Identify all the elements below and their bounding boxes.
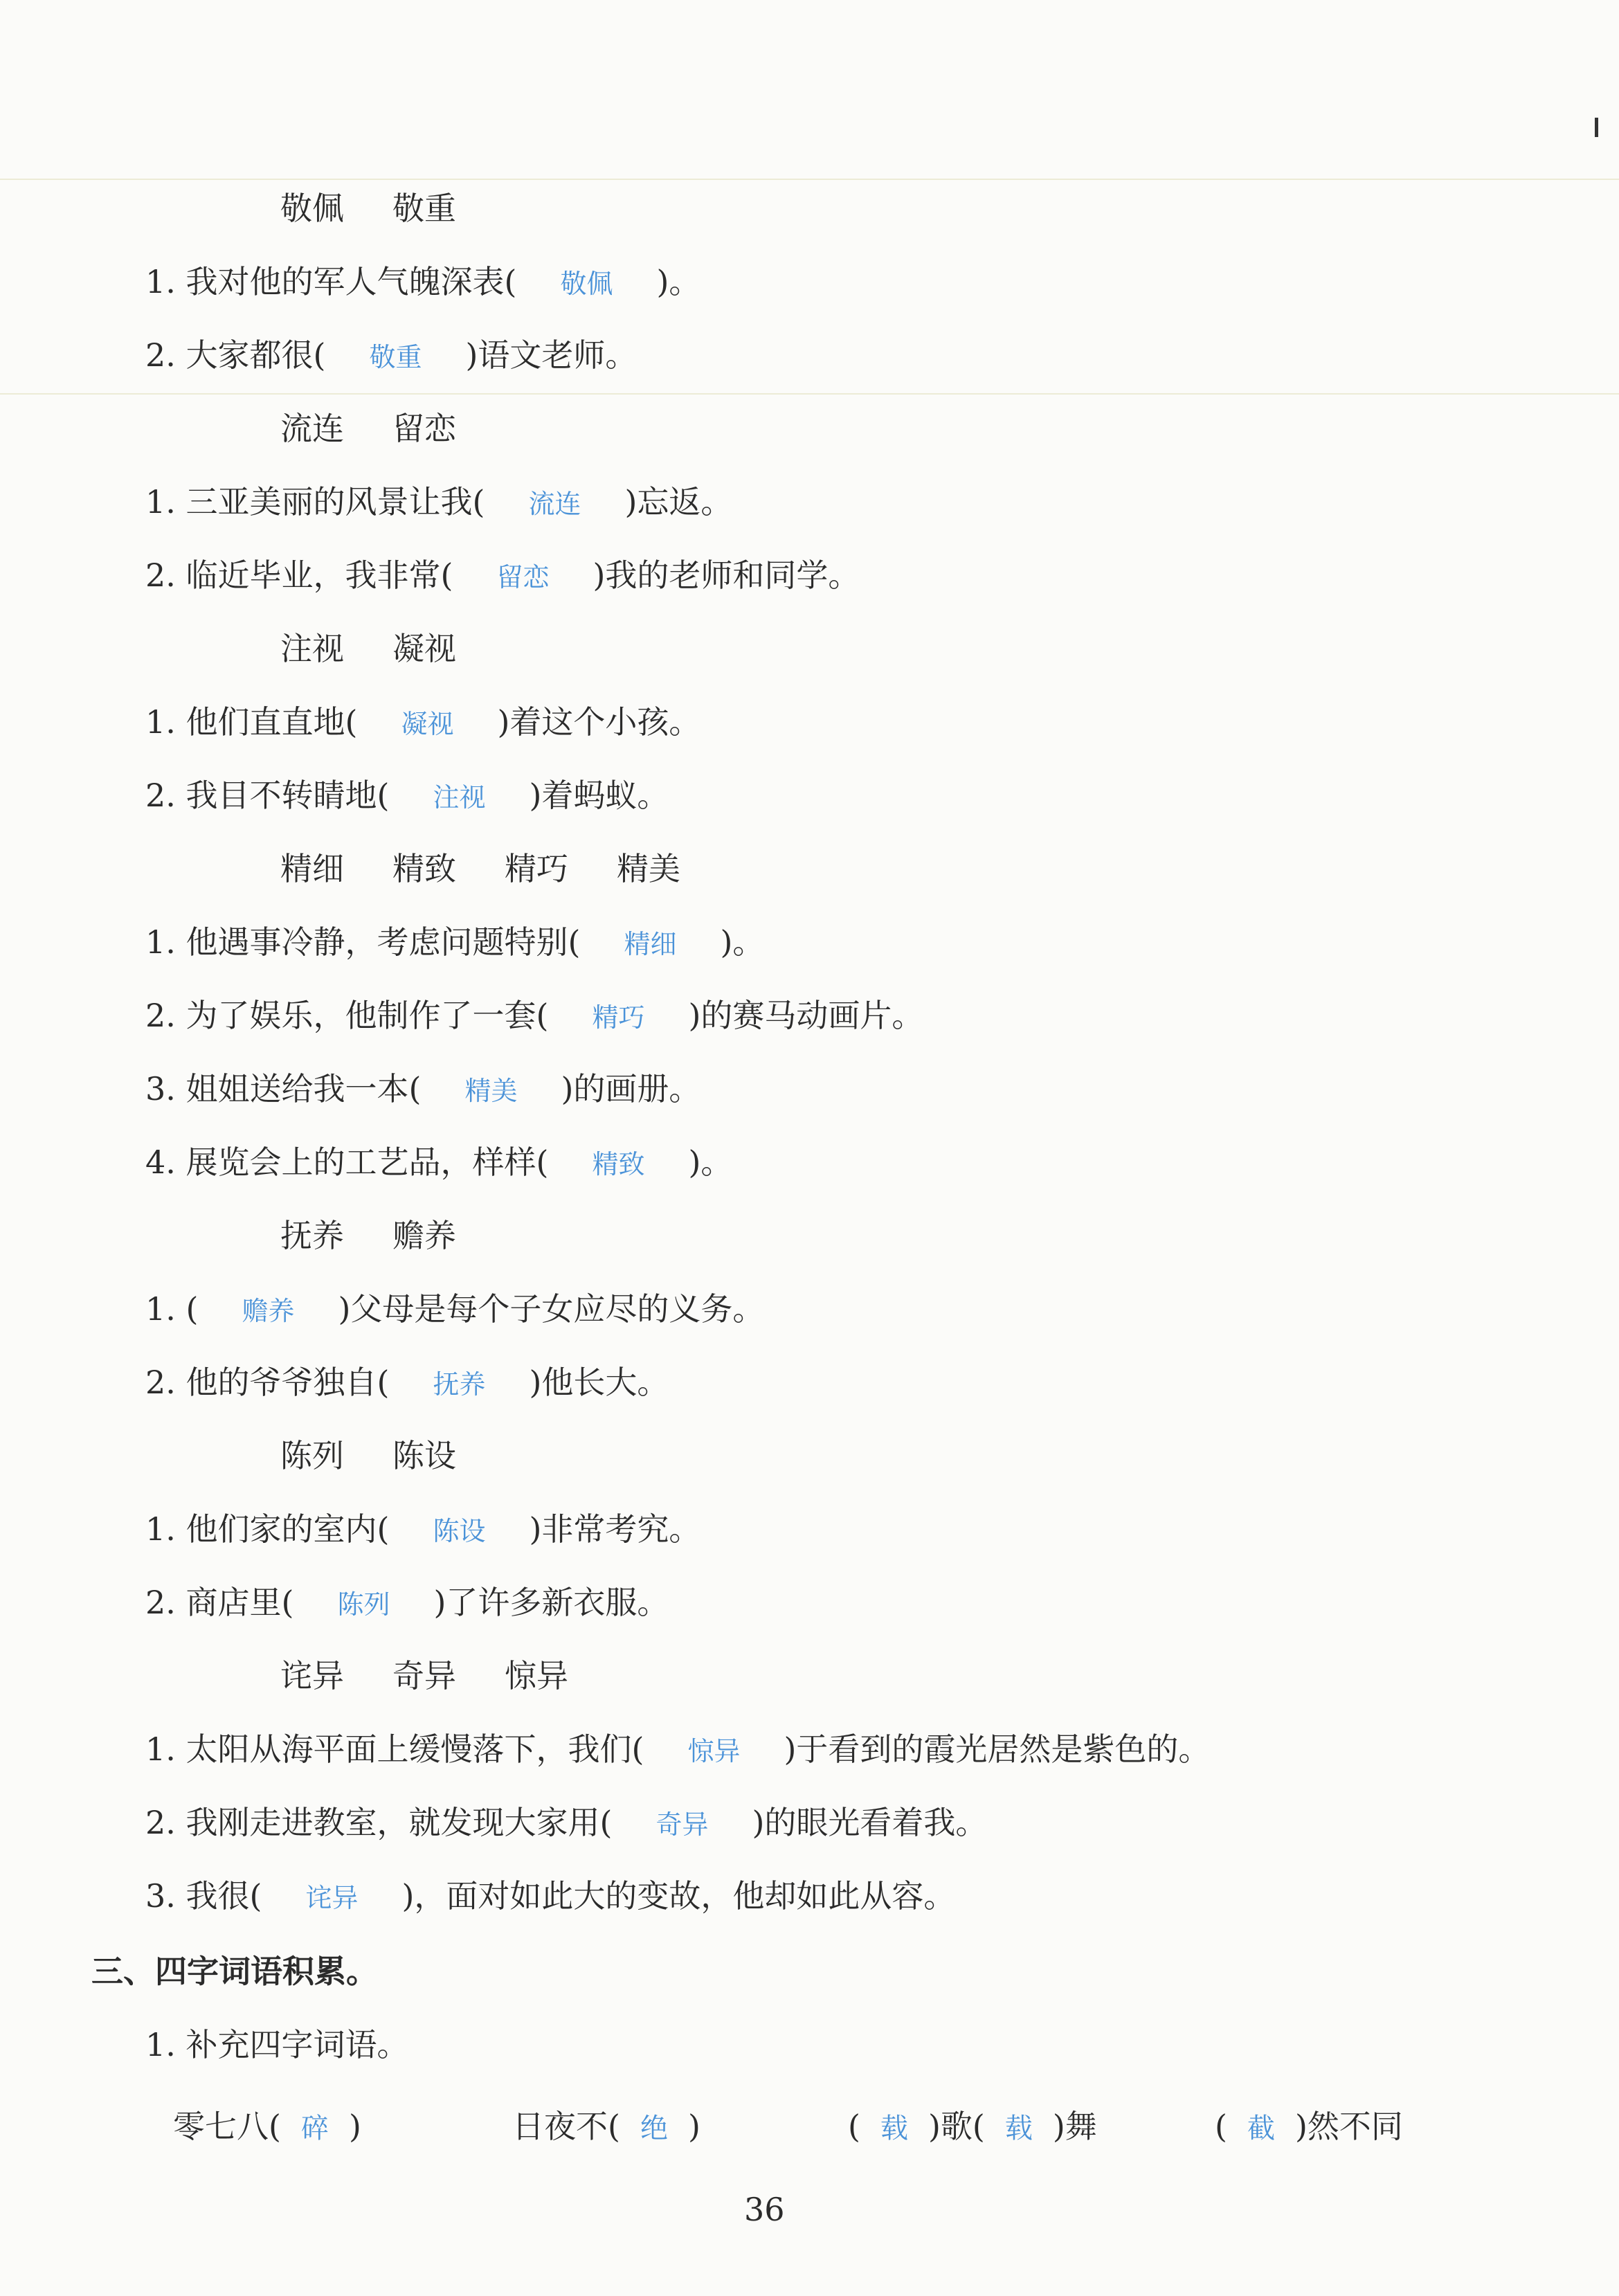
word-choice-header xyxy=(280,183,505,229)
highlight-rule-bottom xyxy=(0,393,1619,395)
answer-text: 惊异 xyxy=(687,1736,741,1766)
word-option: 敬佩 xyxy=(280,190,344,227)
fill-in-sentence: 3. 姐姐送给我一本( 精美 )的画册。 xyxy=(145,1070,701,1108)
fill-in-sentence: 1. 他们直直地( 凝视 )着这个小孩。 xyxy=(145,703,701,741)
word-option: 注视 xyxy=(280,630,344,667)
fill-in-sentence: 2. 临近毕业，我非常( 留恋 )我的老师和同学。 xyxy=(145,557,860,594)
word-option: 惊异 xyxy=(505,1657,568,1694)
answer-text: 精致 xyxy=(592,1149,645,1179)
word-option: 陈列 xyxy=(280,1437,344,1474)
fill-in-sentence: 2. 我目不转睛地( 注视 )着蚂蚁。 xyxy=(145,777,669,814)
section-title: 三、四字词语积累。 xyxy=(91,1953,378,1990)
answer-text: 陈设 xyxy=(433,1516,486,1546)
word-choice-header xyxy=(280,1431,505,1476)
answer-text: 碎 xyxy=(300,2113,329,2144)
fill-in-sentence: 2. 大家都很( 敬重 )语文老师。 xyxy=(145,336,637,374)
word-option: 流连 xyxy=(280,410,344,447)
fill-in-sentence: 1. 三亚美丽的风景让我( 流连 )忘返。 xyxy=(145,483,733,521)
answer-text: 载 xyxy=(1004,2113,1033,2144)
word-option: 敬重 xyxy=(392,190,456,227)
fill-in-sentence: 1. 我对他的军人气魄深表( 敬佩 )。 xyxy=(145,263,701,300)
answer-text: 陈列 xyxy=(337,1589,390,1620)
answer-text: 绝 xyxy=(640,2113,668,2144)
answer-text: 赡养 xyxy=(242,1296,295,1326)
answer-text: 精美 xyxy=(464,1076,518,1106)
answer-text: 诧异 xyxy=(305,1883,359,1913)
fill-in-sentence: 1. ( 赡养 )父母是每个子女应尽的义务。 xyxy=(145,1290,765,1328)
fill-in-sentence: 1. 他遇事冷静，考虑问题特别( 精细 )。 xyxy=(145,923,765,961)
fill-in-sentence: 2. 商店里( 陈列 )了许多新衣服。 xyxy=(145,1584,669,1621)
highlight-rule-top xyxy=(0,179,1619,180)
word-option: 精致 xyxy=(392,850,456,887)
answer-text: 精细 xyxy=(624,929,677,959)
word-option: 抚养 xyxy=(280,1217,344,1254)
word-option: 凝视 xyxy=(392,630,456,667)
word-choice-header xyxy=(280,1211,505,1256)
answer-text: 敬重 xyxy=(369,342,422,372)
answer-text: 凝视 xyxy=(401,709,454,739)
answer-text: 截 xyxy=(1247,2113,1275,2144)
word-option: 精巧 xyxy=(505,850,568,887)
word-option: 诧异 xyxy=(280,1657,344,1694)
idiom-item: 零七八( 碎 ) xyxy=(173,2108,361,2145)
section-subtitle: 1. 补充四字词语。 xyxy=(145,2026,409,2063)
fill-in-sentence: 2. 我刚走进教室，就发现大家用( 奇异 )的眼光看着我。 xyxy=(145,1804,988,1841)
edge-mark xyxy=(1595,118,1598,137)
answer-text: 留恋 xyxy=(496,562,550,593)
word-choice-header xyxy=(280,844,729,889)
answer-text: 奇异 xyxy=(655,1809,709,1840)
fill-in-sentence: 1. 太阳从海平面上缓慢落下，我们( 惊异 )于看到的霞光居然是紫色的。 xyxy=(145,1730,1211,1768)
word-option: 奇异 xyxy=(392,1657,456,1694)
page-number: 36 xyxy=(744,2191,785,2228)
answer-text: 敬佩 xyxy=(560,269,613,299)
fill-in-sentence: 1. 他们家的室内( 陈设 )非常考究。 xyxy=(145,1510,701,1548)
idiom-item: ( 载 )歌( 载 )舞 xyxy=(848,2108,1097,2145)
answer-text: 抚养 xyxy=(433,1369,486,1400)
fill-in-sentence: 3. 我很( 诧异 )，面对如此大的变故，他却如此从容。 xyxy=(145,1877,956,1915)
word-choice-header xyxy=(280,624,505,669)
word-option: 精细 xyxy=(280,850,344,887)
word-option: 赡养 xyxy=(392,1217,456,1254)
idiom-item: ( 截 )然不同 xyxy=(1215,2108,1403,2145)
answer-text: 流连 xyxy=(528,489,581,519)
answer-text: 注视 xyxy=(433,782,486,813)
fill-in-sentence: 2. 他的爷爷独自( 抚养 )他长大。 xyxy=(145,1364,669,1401)
fill-in-sentence: 4. 展览会上的工艺品，样样( 精致 )。 xyxy=(145,1144,733,1181)
answer-text: 精巧 xyxy=(592,1002,645,1033)
word-option: 陈设 xyxy=(392,1437,456,1474)
word-option: 留恋 xyxy=(392,410,456,447)
word-choice-header xyxy=(280,1651,617,1697)
answer-text: 载 xyxy=(880,2113,908,2144)
word-option: 精美 xyxy=(617,850,680,887)
word-choice-header xyxy=(280,404,505,449)
idiom-item: 日夜不( 绝 ) xyxy=(512,2108,700,2145)
fill-in-sentence: 2. 为了娱乐，他制作了一套( 精巧 )的赛马动画片。 xyxy=(145,997,924,1034)
